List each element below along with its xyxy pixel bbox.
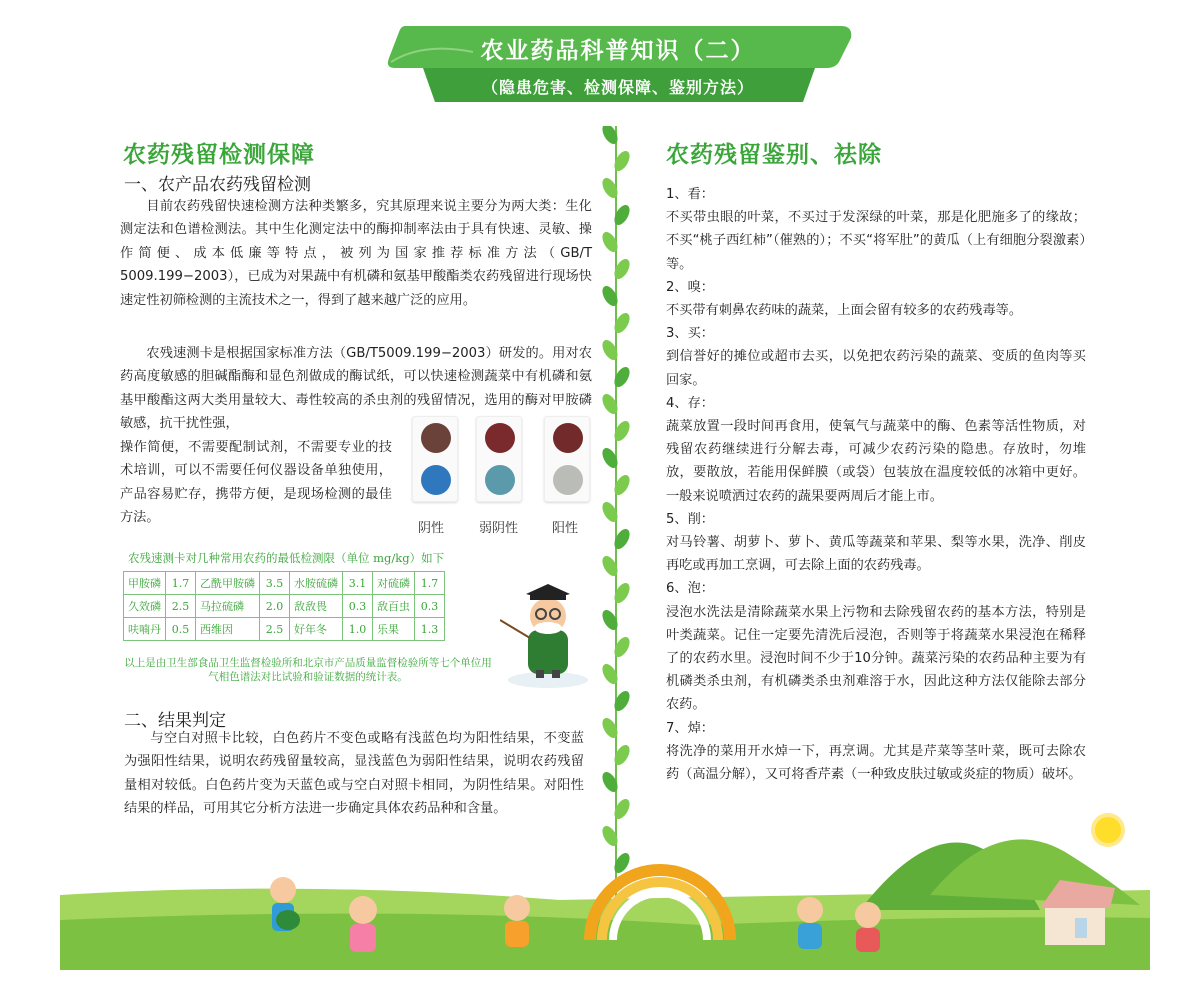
table-cell: 2.5: [260, 618, 290, 641]
table-cell: 1.0: [343, 618, 373, 641]
table-note: 以上是由卫生部食品卫生监督检验所和北京市产品质量监督检验所等七个单位用气相色谱法对比试验和验证数据的统计表。: [124, 657, 492, 683]
left-section-title: 农药残留检测保障: [123, 142, 315, 168]
method-body: 不买带虫眼的叶菜，不买过于发深绿的叶菜，那是化肥施多了的缘故；不买“桃子西红柿”（催熟的）；不买“将军肚”的黄瓜（上有细胞分裂激素）等。: [666, 210, 1086, 272]
table-cell: 3.1: [343, 572, 373, 595]
header-banner: [383, 22, 853, 104]
paragraph-detection-methods: [120, 195, 592, 312]
table-cell: 1.7: [166, 572, 196, 595]
table-cell: 好年冬: [290, 618, 343, 641]
method-body: 不买带有刺鼻农药味的蔬菜，上面会留有较多的农药残毒等。: [666, 303, 1023, 319]
table-cell: 对硫磷: [373, 572, 415, 595]
doctor-cartoon: [500, 580, 590, 690]
vine-leaf: [611, 634, 632, 659]
swatch-negative: [412, 416, 458, 502]
method-head: 2、嗅：: [666, 279, 714, 295]
swatch-dot-top: [421, 423, 451, 453]
swatch-dot-bottom: [553, 465, 583, 495]
method-head: 5、削：: [666, 511, 714, 527]
vine-leaf: [611, 688, 632, 713]
swatch-label-negative: 阴性: [418, 521, 445, 536]
vine-leaf: [611, 364, 632, 389]
landscape-scene: [0, 800, 1204, 993]
vine-leaf: [599, 661, 620, 686]
table-cell: 呋喃丹: [124, 618, 166, 641]
table-title: 农残速测卡对几种常用农药的最低检测限（单位 mg/kg）如下: [128, 551, 445, 565]
table-cell: 久效磷: [124, 595, 166, 618]
table-cell: 3.5: [260, 572, 290, 595]
swatch-positive: [544, 416, 590, 502]
method-body: 对马铃薯、胡萝卜、萝卜、黄瓜等蔬菜和苹果、梨等水果，洗净、削皮再吃或再加工烹调，可去除上面的农药残毒。: [666, 535, 1086, 574]
banner-subtitle: （隐患危害、检测保障、鉴别方法）: [481, 78, 754, 97]
table-cell: 敌百虫: [373, 595, 415, 618]
swatch-dot-top: [485, 423, 515, 453]
table-row: [124, 572, 445, 595]
method-body: 浸泡水洗法是清除蔬菜水果上污物和去除残留农药的基本方法，特别是叶类蔬菜。记住一定要先清洗后浸泡，否则等于将蔬菜水果浸泡在稀释了的农药水里。浸泡时间不少于10分钟。蔬菜污染的农药品种主要为有机磷类杀虫剂，有机磷类杀虫剂难溶于水，因此这种方法仅能除去部分农药。: [666, 604, 1086, 713]
vine-leaf: [611, 472, 632, 497]
method-head: 3、买：: [666, 326, 714, 342]
subheading-result: 二、结果判定: [124, 711, 226, 731]
table-row: [124, 595, 445, 618]
vine-leaf: [599, 126, 620, 147]
method-body: 到信誉好的摊位或超市去买，以免把农药污染的蔬菜、变质的鱼肉等买回家。: [666, 349, 1086, 388]
vine-leaf: [599, 553, 620, 578]
method-head: 6、泡：: [666, 581, 714, 597]
table-cell: 2.5: [166, 595, 196, 618]
table-cell: 0.3: [415, 595, 445, 618]
table-cell: 1.7: [415, 572, 445, 595]
table-cell: 乙酰甲胺磷: [196, 572, 260, 595]
vine-leaf: [599, 499, 620, 524]
swatch-dot-bottom: [421, 465, 451, 495]
vine-leaf: [599, 391, 620, 416]
right-section-title: 农药残留鉴别、祛除: [666, 142, 882, 168]
vine-leaf: [611, 526, 632, 551]
paragraph-text: 操作简便，不需要配制试剂，不需要专业的技术培训，可以不需要任何仪器设备单独使用，产品容易贮存，携带方便，是现场检测的最佳方法。: [120, 440, 392, 526]
table-cell: 敌敌畏: [290, 595, 343, 618]
vine-leaf: [611, 580, 632, 605]
vine-leaf: [611, 310, 632, 335]
method-head: 7、焯：: [666, 720, 714, 736]
vine-leaf: [599, 445, 620, 470]
table-cell: 乐果: [373, 618, 415, 641]
vine-leaf: [599, 283, 620, 308]
vine-leaf: [611, 742, 632, 767]
swatch-weak-negative: [476, 416, 522, 502]
vine-leaf: [599, 175, 620, 200]
swatch-dot-bottom: [485, 465, 515, 495]
table-cell: 0.3: [343, 595, 373, 618]
table-cell: 马拉硫磷: [196, 595, 260, 618]
test-card-swatches: [402, 416, 602, 541]
method-head: 4、存：: [666, 395, 714, 411]
paragraph-text: 农残速测卡是根据国家标准方法（GB/T5009.199−2003）研发的。用对农药高度敏感的胆碱酯酶和显色剂做成的酶试纸，可以快速检测蔬菜中有机磷和氨基甲酸酯这两大类用量较大、毒性较高的杀虫剂的残留情况，选用的酶对甲胺磷敏感，抗干扰性强，: [120, 346, 592, 432]
detection-limit-table: [123, 571, 445, 641]
vine-leaf: [599, 607, 620, 632]
paragraph-text: 与空白对照卡比较，白色药片不变色或略有浅蓝色均为阳性结果，不变蓝为强阳性结果，说明农药残留量较高，显浅蓝色为弱阳性结果，说明农药残留量相对较低。白色药片变为天蓝色或与空白对照卡相同，为阴性结果。对阳性结果的样品，可用其它分析方法进一步确定具体农药品种和含量。: [124, 731, 584, 817]
vine-leaf: [599, 229, 620, 254]
vine-leaf: [599, 715, 620, 740]
table-cell: 1.3: [415, 618, 445, 641]
vine-leaf: [611, 148, 632, 173]
vine-leaf: [611, 256, 632, 281]
swatch-dot-top: [553, 423, 583, 453]
banner-title: 农业药品科普知识（二）: [480, 38, 756, 64]
method-body: 将洗净的菜用开水焯一下，再烹调。尤其是芹菜等茎叶菜，既可去除农药（高温分解），又可将香芹素（一种致皮肤过敏或炎症的物质）破坏。: [666, 743, 1086, 783]
swatch-label-positive: 阳性: [552, 521, 579, 536]
vine-leaf: [599, 337, 620, 362]
swatch-label-weak: 弱阴性: [479, 521, 519, 536]
paragraph-text: 目前农药残留快速检测方法种类繁多，究其原理来说主要分为两大类：生化测定法和色谱检测法。其中生化测定法中的酶抑制率法由于具有快速、灵敏、操作简便、成本低廉等特点，被列为国家推荐标准方法（GB/T 5009.199−2003），已成为对果蔬中有机磷和氨基甲酸酯类农药残留进行现场快速定性初筛检测的主流技术之一，得到了越来越广泛的应用。: [120, 199, 592, 308]
vine-leaf: [611, 418, 632, 443]
table-cell: 水胺硫磷: [290, 572, 343, 595]
table-row: [124, 618, 445, 641]
vine-leaf: [611, 202, 632, 227]
method-head: 1、看：: [666, 187, 714, 202]
method-body: 蔬菜放置一段时间再食用，使氧气与蔬菜中的酶、色素等活性物质，对残留农药继续进行分解去毒，可减少农药污染的隐患。存放时，勿堆放，要散放，若能用保鲜膜（或袋）包装放在温度较低的冰箱中更好。一般来说喷洒过农药的蔬果要两周后才能上市。: [666, 419, 1086, 504]
table-cell: 2.0: [260, 595, 290, 618]
removal-methods-list: [666, 183, 1086, 786]
paragraph-test-card-cont: [120, 436, 392, 530]
subheading-detection: 一、农产品农药残留检测: [124, 175, 311, 195]
vine-divider: [596, 126, 636, 916]
table-cell: 西维因: [196, 618, 260, 641]
vine-leaf: [599, 769, 620, 794]
table-cell: 甲胺磷: [124, 572, 166, 595]
table-cell: 0.5: [166, 618, 196, 641]
